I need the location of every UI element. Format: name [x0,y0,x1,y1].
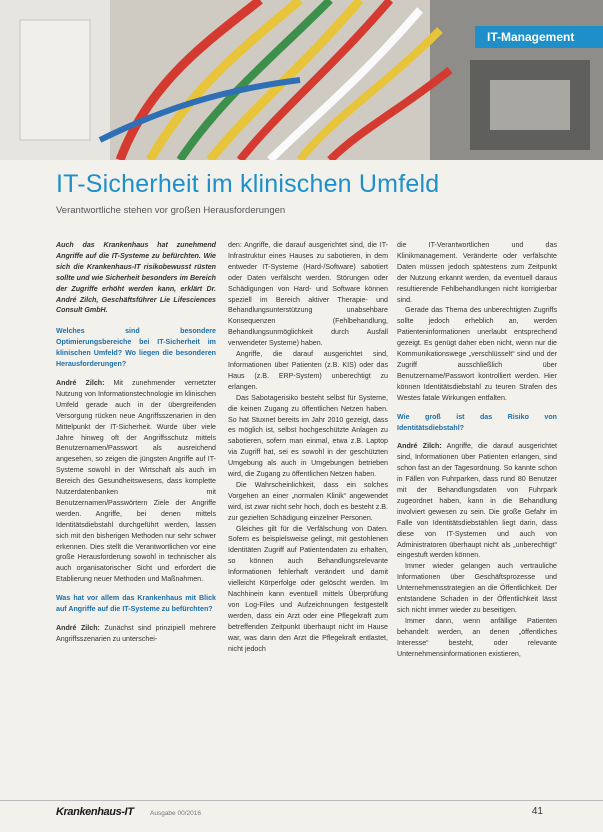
answer-2-text: Zunächst sind prinzipiell mehrere Angriffsszenarien zu unterschei- [56,624,216,643]
paragraph: Die Wahrscheinlichkeit, dass ein solches Vorgehen an einer „normalen Klinik“ angewendet wird, ist zwar nicht sehr hoch, doch es besteht z.B. zur gezielten Schädigung einzelner Personen. [228,480,388,522]
question-1: Welches sind besondere Optimierungsbereiche bei IT-Sicherheit im klinischen Umfeld? Wo liegen die besonderen Herausforderungen? [56,327,216,369]
paragraph: Immer wieder gelangen auch vertrauliche Informationen über Geschäftsprozesse und Unternehmensstrategien an die Öffentlichkeit. Der entstandene Schaden in der Öffentlichkeit lässt sich nicht immer wieder zu beseitigen. [397,562,557,614]
answer-3-text: Angriffe, die darauf ausgerichtet sind, Informationen über Patienten erlangen, sind schon fast an der Tagesordnung. So kannte schon in Fällen von Fuhrparken, dass rund 80 Benutzer mit der Behandlungsdaten von Fuhrpark zugeordnet haben, kann in die Behandlung involviert gewesen zu sein. Die große Gefahr im Falle von Identitätsdiebstählen liegt darin, dass diese von IT-Systemen und auch von Administratoren überhaupt nicht als „unberechtigt“ eingestuft werden können. [397,442,557,560]
answer-1-name: André Zilch: [56,378,105,387]
section-tab: IT-Management [475,26,603,48]
answer-3-name: André Zilch: [397,442,442,451]
question-3: Wie groß ist das Risiko von Identitätsdiebstahl? [397,412,557,432]
answer-1-text: Mit zunehmender vernetzter Nutzung von Informationstechnologie im klinischen Umfeld gerade auch in der übergreifenden Versorgung rücken neue Angriffsszenarien in den Mittelpunkt der IT-Sicherheit. Wurde über viele Jahre hinweg oft der Angriffsschutz mittels Benutzernamen/Passwort als ausreichend angesehen, so zeigen die jüngsten Angriffe auf IT-Systeme sowohl in der Wirtschaft als auch im Bereich des Gesundheitswesens, dass komplette Nutzerdatenbanken mit Benutzernamen/Passwörtern Ziele der Angriffe werden. Angriffe, bei denen mittels Identitätsdiebstahl durchgeführt werden, lassen sich mit den bisherigen Methoden nur sehr schwer erkennen. Dies stellt die Verantwortlichen vor eine große Herausforderung sowohl in technischer als auch organisatorischer Sicht und erfordert die Etablierung neuer Methoden und Maßnahmen. [56,378,216,584]
answer-3 [397,441,557,561]
paragraph: Gerade das Thema des unberechtigten Zugriffs sollte jedoch erheblich an, werden Patienteninformationen unerlaubt entsprechend gezeigt. Es genügt daher eben nicht, wenn nur die Kommunikationswege „verschlüsselt“ sind und der Zugriff ausschließlich über Benutzername/Passwort kontrolliert werden. Hier können Identitätsdiebstahl zu teuren Strafen des Westes fatale Wirkungen entfalten. [397,306,557,402]
paragraph: die IT-Verantwortlichen und das Klinikmanagement. Veränderte oder verfälschte Daten müssen jedoch spätestens zum Zeitpunkt der Nutzung erkannt werden, da eventuell daraus resultierende Fehlbehandlungen nicht korrigierbar sind. [397,241,557,304]
paragraph: Das Sabotagerisiko besteht selbst für Systeme, die keinen Zugang zu öffentlichen Netzen haben. So hat Stuxnet bereits im Jahr 2010 gezeigt, dass es möglich ist, selbst hochgeschützte Anlagen zu sabotieren, sofern man einmal, etwa z.B. Laptop via Zugriff hat, sei es sowohl in der geschützten Umgebung als auch in Umgebungen betrieben wird, die Zugang zu öffentlichen Netzen haben. [228,393,388,479]
header-photo [0,0,603,160]
answer-2-name: André Zilch: [56,624,100,632]
paragraph: Gleiches gilt für die Verfälschung von Daten. Sofern es beispielsweise gelingt, mit gestohlenen Identitäten Zugriff auf Patientendaten zu erhalten, so können auch Behandlungsrelevante Informationen fehlerhaft verändert und damit vielleicht Körperfolge oder gelöscht werden. Im Nachhinein kann eventuell mittels Überprüfung von Log-Files und Aufzeichnungen festgestellt werden, dass ein Arzt oder eine Pflegekraft zum betreffenden Zeitpunkt überhaupt nicht im Hause war, was dann den Arzt die Pflegekraft entlastet, nicht jedoch [228,524,388,653]
footer-divider [0,800,603,801]
article-lead: Auch das Krankenhaus hat zunehmend Angriffe auf die IT-Systeme zu befürchten. Wie sich die Krankenhaus-IT risikobewusst rüsten sollte und wie Sicherheit besonders im Bereich der Zugriffe erhöht werden kann, erklärt Dr. André Zilch, Geschäftsführer Lie Lifesciences Consult GmbH. [56,241,216,315]
question-2: Was hat vor allem das Krankenhaus mit Blick auf Angriffe auf die IT-Systeme zu befürchten? [56,594,216,614]
column-2 [228,240,388,654]
paragraph: Angriffe, die darauf ausgerichtet sind, Informationen über Patienten (z.B. KIS) oder das Haus (z.B. ERP-System) unberechtigt zu erlangen. [228,350,388,391]
issue-label: Ausgabe 00/2016 [150,810,201,817]
answer-1 [56,378,216,585]
column-3 [397,240,557,660]
article-title: IT-Sicherheit im klinischen Umfeld [56,170,440,198]
magazine-logo: Krankenhaus-IT [56,806,134,818]
page-number: 41 [531,806,543,817]
paragraph: Immer dann, wenn anfällige Patienten behandelt werden, an denen „öffentliches Interesse“ besteht, oder relevante Unternehmensinformationen existieren, [397,616,557,658]
answer-2 [56,623,216,645]
column-1 [56,240,216,645]
paragraph: den: Angriffe, die darauf ausgerichtet sind, die IT-Infrastruktur eines Hauses zu sabotieren, in dem entweder IT-Systeme (Hard-/Software) sabotiert oder Daten verfälscht werden. Störungen oder Schädigungen von Hard- und Software können speziell im Bereich aktiver Therapie- und Behandlungsunterstützung unabsehbare Konsequenzen (Fehlbehandlung, Behandlungsunmöglichkeit durch Ausfall verwendeter Systeme) haben. [228,241,388,348]
article-subtitle: Verantwortliche stehen vor großen Herausforderungen [56,205,286,216]
